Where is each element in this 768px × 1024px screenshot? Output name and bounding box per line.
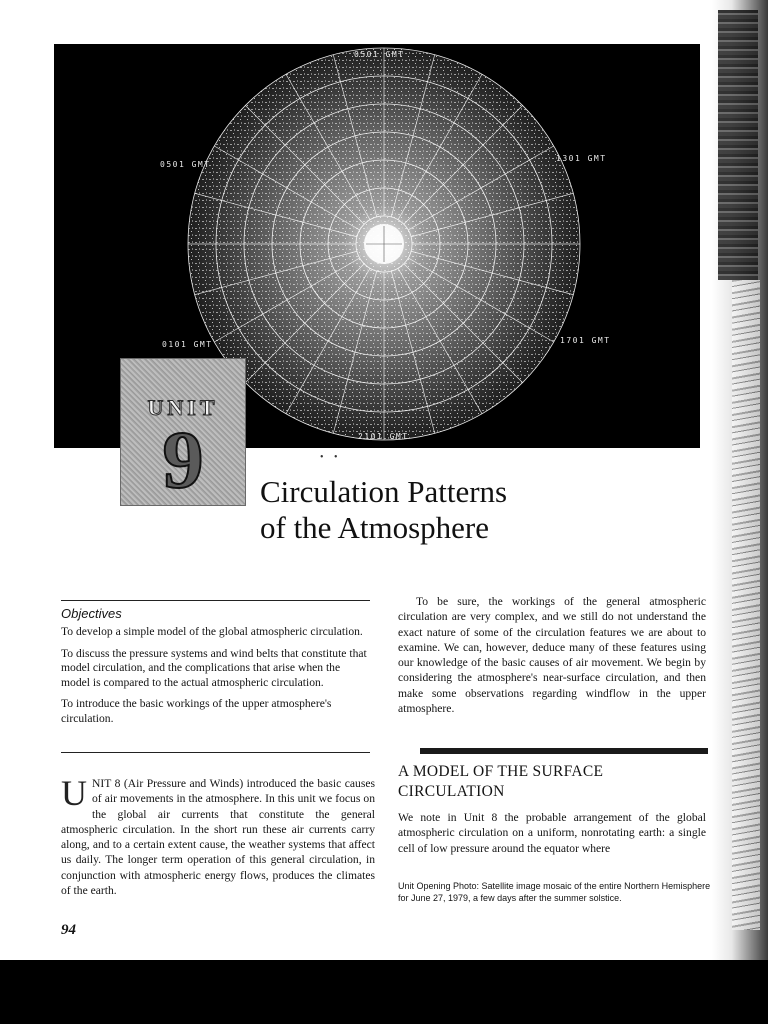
chapter-title <box>260 474 680 546</box>
chapter-title-line-1: Circulation Patterns <box>260 474 508 509</box>
objective-item: To develop a simple model of the global atmospheric circulation. <box>61 625 363 638</box>
unit-label: UNIT <box>147 395 219 420</box>
page-number: 94 <box>61 922 76 938</box>
section-heading-bar <box>420 748 708 754</box>
unit-number: 9 <box>162 414 204 505</box>
objectives-bottom-rule <box>61 752 370 753</box>
section-body <box>398 810 706 856</box>
objectives-list <box>61 625 371 733</box>
gmt-label-top: 0501 GMT <box>354 50 405 59</box>
scan-footer-bar <box>0 960 768 1024</box>
section-body-text: We note in Unit 8 the probable arrangement of the global atmospheric circulation on a uniform, nonrotating earth: a single cell of low pressure around the equator where <box>398 811 706 855</box>
section-heading: A MODEL OF THE SURFACE CIRCULATION <box>398 763 604 800</box>
intro-text: NIT 8 (Air Pressure and Winds) introduced the basic causes of air movements in the atmosphere. In this unit we focus on the global air currents that constitute the general atmospheric circulation. In the short run these air currents carry along, and to a certain extent cause, the weather systems that affect us daily. The longer term operation of this general circulation, in conjunction with atmospheric energy flows, produces the climates of the earth. <box>61 777 375 898</box>
binding-dark-edge <box>718 10 758 280</box>
right-column-text: To be sure, the workings of the general atmospheric circulation are very complex, and we still do not understand the exact nature of some of the circulation features we are about to examine. We can, however, deduce many of these features using our knowledge of the basic causes of air movement. We begin by considering the atmosphere's near-surface circulation, and then make some observations regarding windflow in the upper atmosphere. <box>398 595 706 716</box>
right-column-paragraph <box>398 594 706 716</box>
drop-cap: U <box>61 773 87 813</box>
gmt-label-lower-left: 0101 GMT <box>162 340 213 349</box>
objective-item: To introduce the basic workings of the upper atmosphere's circulation. <box>61 697 332 725</box>
chapter-title-line-2: of the Atmosphere <box>260 510 490 545</box>
intro-paragraph <box>61 773 375 898</box>
gmt-label-upper-right: 1301 GMT <box>556 154 607 163</box>
gmt-label-bottom: 2101 GMT <box>358 432 409 441</box>
binding-speckle <box>732 280 760 930</box>
objectives-top-rule <box>61 600 370 601</box>
objectives-heading: Objectives <box>61 606 122 621</box>
gmt-label-lower-right: 1701 GMT <box>560 336 611 345</box>
objective-item: To discuss the pressure systems and wind belts that constitute that model circulation, and the complications that arise when the model is compared to the actual atmospheric circulation. <box>61 646 367 689</box>
decorative-dots: • • <box>320 452 342 463</box>
gmt-label-upper-left: 0501 GMT <box>160 160 211 169</box>
photo-caption: Unit Opening Photo: Satellite image mosaic of the entire Northern Hemisphere for June 27, 1979, a few days after the summer solstice. <box>398 881 711 903</box>
unit-badge <box>120 358 246 506</box>
